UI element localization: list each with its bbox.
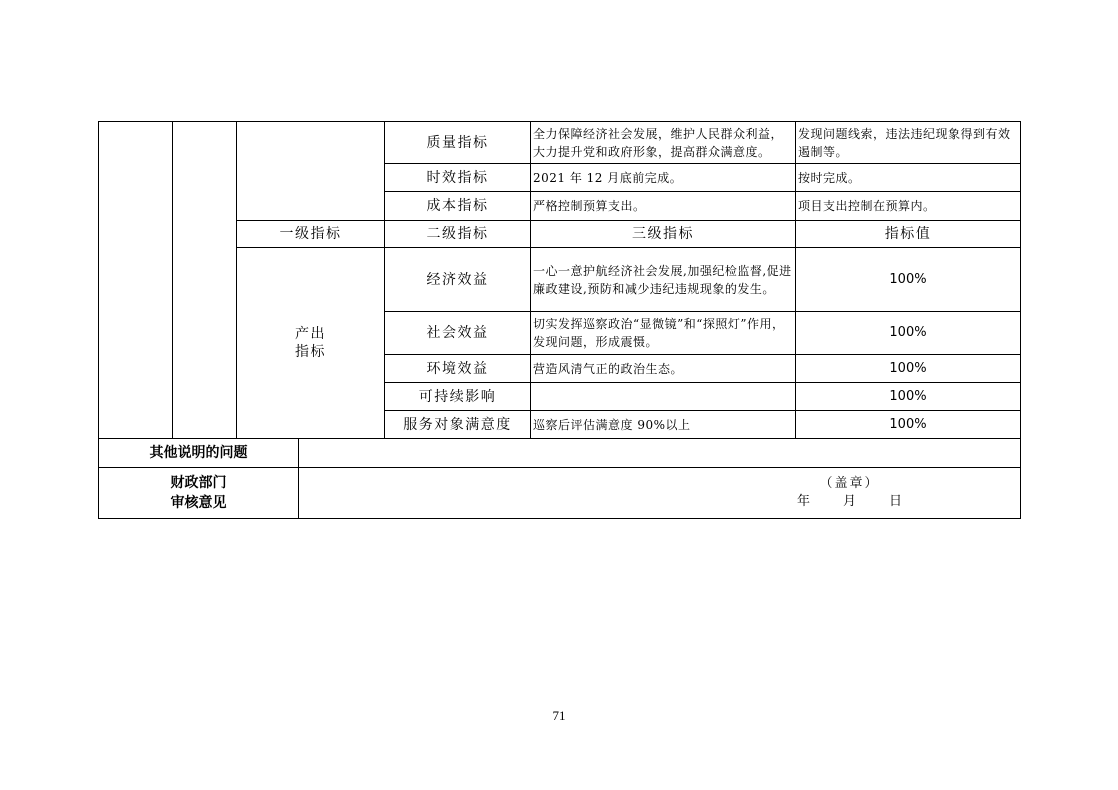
finance-review-row	[99, 468, 1021, 519]
level2-satisfaction: 服务对象满意度	[385, 411, 531, 439]
level2-quality: 质量指标	[385, 122, 531, 164]
output-indicator-label	[237, 248, 385, 439]
value-economic: 100%	[796, 248, 1021, 312]
table-row	[99, 122, 1021, 164]
blank-column-1	[99, 122, 173, 439]
level3-cost-desc: 严格控制预算支出。	[531, 192, 796, 221]
performance-indicator-table	[98, 121, 1021, 519]
level2-timeliness: 时效指标	[385, 164, 531, 192]
level2-social: 社会效益	[385, 312, 531, 355]
value-sustainability: 100%	[796, 383, 1021, 411]
value-cost: 项目支出控制在预算内。	[796, 192, 1021, 221]
other-issues-content	[299, 439, 1021, 468]
table-row	[99, 248, 1021, 312]
other-issues-label: 其他说明的问题	[99, 439, 299, 468]
value-social: 100%	[796, 312, 1021, 355]
value-environment: 100%	[796, 355, 1021, 383]
level3-economic-desc: 一心一意护航经济社会发展,加强纪检监督,促进廉政建设,预防和减少违纪违规现象的发生。	[531, 248, 796, 312]
output-label-line1: 产出	[295, 326, 326, 342]
finance-review-label-line1: 财政部门	[170, 475, 227, 491]
header-level1: 一级指标	[237, 221, 385, 248]
level3-timeliness-desc: 2021 年 12 月底前完成。	[531, 164, 796, 192]
level3-quality-desc: 全力保障经济社会发展，维护人民群众利益，大力提升党和政府形象，提高群众满意度。	[531, 122, 796, 164]
level2-environment: 环境效益	[385, 355, 531, 383]
finance-review-content	[299, 468, 1021, 519]
header-level3: 三级指标	[531, 221, 796, 248]
blank-column-2	[173, 122, 237, 439]
header-value: 指标值	[796, 221, 1021, 248]
page-number: 71	[552, 708, 566, 723]
level3-sustainability-desc	[531, 383, 796, 411]
level2-economic: 经济效益	[385, 248, 531, 312]
value-timeliness: 按时完成。	[796, 164, 1021, 192]
finance-review-label-line2: 审核意见	[170, 495, 227, 511]
value-satisfaction: 100%	[796, 411, 1021, 439]
date-line	[299, 493, 1020, 511]
blank-level1-cell	[237, 122, 385, 221]
date-day: 日	[888, 494, 902, 509]
level3-environment-desc: 营造风清气正的政治生态。	[531, 355, 796, 383]
level2-sustainability: 可持续影响	[385, 383, 531, 411]
level2-cost: 成本指标	[385, 192, 531, 221]
date-year: 年	[796, 494, 810, 509]
finance-review-label	[99, 468, 299, 519]
header-row	[99, 221, 1021, 248]
level3-social-desc: 切实发挥巡察政治“显微镜”和“探照灯”作用，发现问题，形成震慑。	[531, 312, 796, 355]
other-issues-row	[99, 439, 1021, 468]
output-label-line2: 指标	[295, 344, 326, 360]
header-level2: 二级指标	[385, 221, 531, 248]
seal-text: （盖章）	[819, 476, 880, 491]
level3-satisfaction-desc: 巡察后评估满意度 90%以上	[531, 411, 796, 439]
date-month: 月	[842, 494, 856, 509]
value-quality: 发现问题线索，违法违纪现象得到有效遏制等。	[796, 122, 1021, 164]
